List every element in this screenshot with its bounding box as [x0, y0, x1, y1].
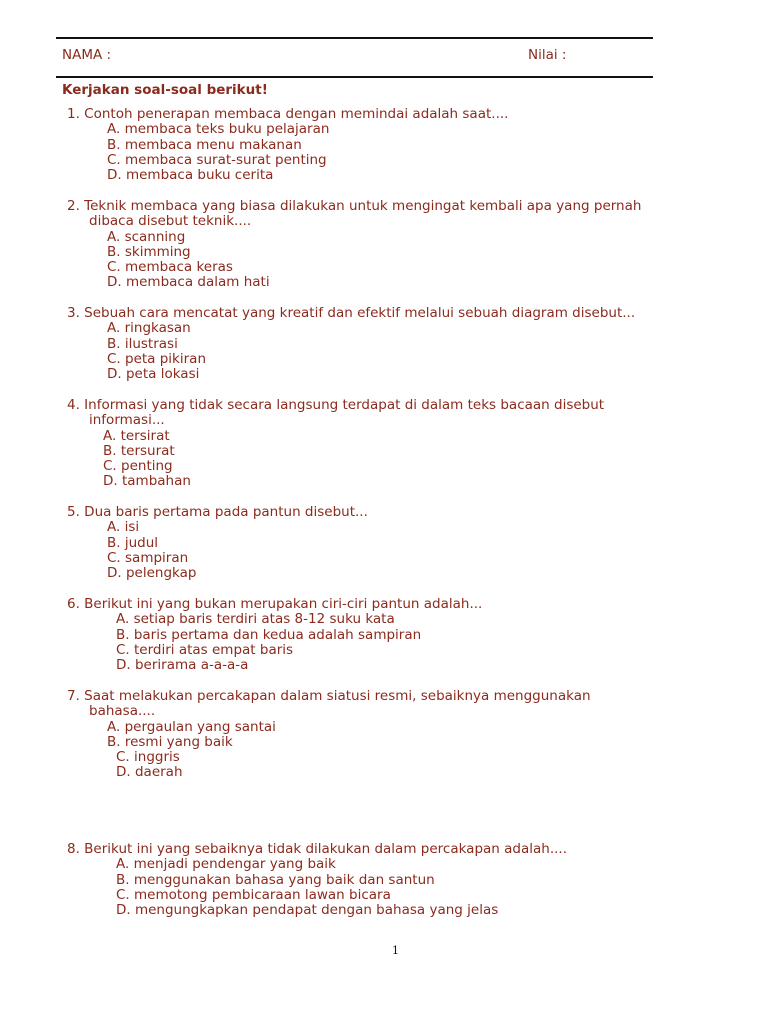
question-2	[67, 199, 641, 291]
question-stem-continuation: informasi...	[89, 412, 165, 429]
question-stem: 6. Berikut ini yang bukan merupakan ciri-ciri pantun adalah...	[67, 596, 483, 612]
option-c: C. membaca keras	[107, 259, 233, 276]
option-d: D. mengungkapkan pendapat dengan bahasa yang jelas	[116, 902, 499, 919]
option-c: C. memotong pembicaraan lawan bicara	[116, 886, 391, 903]
option-b: B. judul	[107, 534, 159, 551]
question-7	[67, 689, 591, 781]
option-d: D. membaca dalam hati	[107, 274, 270, 291]
option-d: D. berirama a-a-a-a	[116, 657, 249, 674]
option-b: B. baris pertama dan kedua adalah sampiran	[116, 626, 422, 643]
option-d: D. tambahan	[103, 473, 191, 490]
option-b: B. ilustrasi	[107, 335, 178, 352]
option-c: C. terdiri atas empat baris	[116, 641, 294, 658]
question-stem: 3. Sebuah cara mencatat yang kreatif dan efektif melalui sebuah diagram disebut...	[67, 305, 636, 321]
option-a: A. ringkasan	[107, 320, 191, 337]
option-b: B. tersurat	[103, 442, 175, 459]
bottom-rule	[56, 76, 653, 78]
question-stem: 4. Informasi yang tidak secara langsung terdapat di dalam teks bacaan disebut	[67, 397, 605, 413]
nama-label: NAMA :	[62, 47, 112, 63]
option-a: A. pergaulan yang santai	[107, 718, 276, 735]
option-d: D. pelengkap	[107, 565, 197, 582]
question-stem-continuation: dibaca disebut teknik....	[89, 213, 252, 230]
option-a: A. membaca teks buku pelajaran	[107, 121, 330, 138]
option-c: C. sampiran	[107, 549, 189, 566]
question-5	[67, 505, 368, 581]
option-b: B. menggunakan bahasa yang baik dan santun	[116, 871, 435, 888]
question-6	[67, 597, 482, 673]
option-d: D. daerah	[116, 764, 183, 781]
question-stem: 7. Saat melakukan percakapan dalam siatusi resmi, sebaiknya menggunakan	[67, 688, 591, 704]
option-c: C. inggris	[116, 749, 180, 766]
question-1	[67, 107, 508, 183]
question-3	[67, 306, 635, 382]
question-stem: 5. Dua baris pertama pada pantun disebut...	[67, 504, 368, 520]
option-d: D. membaca buku cerita	[107, 167, 274, 184]
option-d: D. peta lokasi	[107, 366, 200, 383]
option-a: A. scanning	[107, 228, 186, 245]
instruction-heading: Kerjakan soal-soal berikut!	[62, 82, 268, 98]
option-c: C. peta pikiran	[107, 350, 207, 367]
option-c: C. penting	[103, 458, 173, 475]
question-stem: 1. Contoh penerapan membaca dengan memindai adalah saat....	[67, 106, 509, 122]
page-number: 1	[392, 944, 399, 957]
question-stem: 2. Teknik membaca yang biasa dilakukan untuk mengingat kembali apa yang pernah	[67, 198, 642, 214]
option-b: B. resmi yang baik	[107, 733, 233, 750]
question-stem-continuation: bahasa....	[89, 703, 156, 720]
option-a: A. setiap baris terdiri atas 8-12 suku kata	[116, 611, 395, 628]
question-4	[67, 398, 604, 490]
option-b: B. skimming	[107, 243, 191, 260]
option-a: A. isi	[107, 519, 140, 536]
question-8	[67, 842, 567, 918]
option-c: C. membaca surat-surat penting	[107, 151, 327, 168]
option-b: B. membaca menu makanan	[107, 136, 302, 153]
nilai-label: Nilai :	[528, 47, 567, 63]
option-a: A. menjadi pendengar yang baik	[116, 856, 336, 873]
top-rule	[56, 37, 653, 39]
option-a: A. tersirat	[103, 427, 170, 444]
question-stem: 8. Berikut ini yang sebaiknya tidak dilakukan dalam percakapan adalah....	[67, 841, 568, 857]
